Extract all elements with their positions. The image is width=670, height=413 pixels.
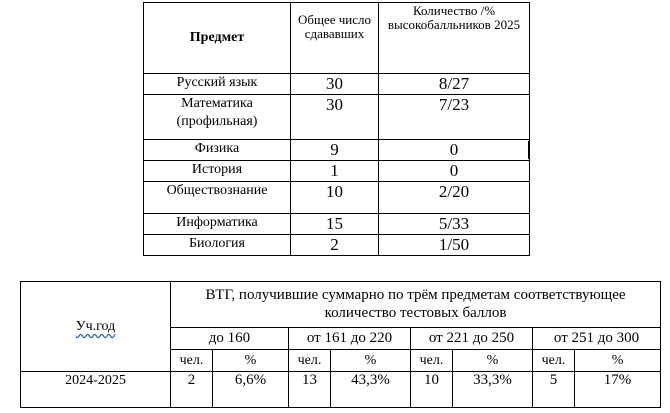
total-cell: 1 [291,161,379,182]
table-row [144,214,530,235]
count-subheader: чел. [411,350,453,372]
subject-header: Предмет [144,3,291,74]
high-scorers-header: Количество /% высокобалльников 2025 [379,3,530,74]
range-header: до 160 [171,328,289,350]
high-cell: 0 [379,140,530,161]
table-row [144,182,530,214]
total-cell: 30 [291,95,379,140]
high-scorers-table [143,2,530,256]
table-row [144,95,530,140]
year-cell: 2024-2025 [21,372,171,408]
high-cell: 7/23 [379,95,530,140]
subject-cell: История [144,161,291,182]
caption-row [21,282,661,328]
subject-cell: Информатика [144,214,291,235]
count-cell: 10 [411,372,453,408]
subject-cell: Русский язык [144,74,291,95]
percent-subheader: % [213,350,289,372]
count-cell: 2 [171,372,213,408]
high-cell: 2/20 [379,182,530,214]
total-header: Общее число сдававших [291,3,379,74]
count-subheader: чел. [171,350,213,372]
table-row [144,235,530,256]
table-row [21,372,661,408]
percent-cell: 6,6% [213,372,289,408]
total-cell: 30 [291,74,379,95]
table-row [144,140,530,161]
text-cursor [528,141,530,159]
high-cell: 8/27 [379,74,530,95]
percent-subheader: % [575,350,661,372]
subject-cell: Физика [144,140,291,161]
total-cell: 9 [291,140,379,161]
percent-cell: 33,3% [453,372,533,408]
table1-header-row [144,3,530,74]
subject-cell: Биология [144,235,291,256]
high-cell: 5/33 [379,214,530,235]
total-cell: 10 [291,182,379,214]
high-cell: 0 [379,161,530,182]
count-subheader: чел. [533,350,575,372]
table2-caption: ВТГ, получившие суммарно по трём предметам соответствующее количество тестовых баллов [171,282,661,328]
subject-cell: Обществознание [144,182,291,214]
subject-cell: Математика (профильная) [144,95,291,140]
count-cell: 5 [533,372,575,408]
score-distribution-table [20,281,661,408]
range-header: от 251 до 300 [533,328,661,350]
percent-cell: 43,3% [331,372,411,408]
percent-subheader: % [331,350,411,372]
table-row [144,161,530,182]
percent-cell: 17% [575,372,661,408]
table-row [144,74,530,95]
year-header: Уч.год [21,282,171,372]
count-subheader: чел. [289,350,331,372]
total-cell: 15 [291,214,379,235]
range-header: от 221 до 250 [411,328,533,350]
total-cell: 2 [291,235,379,256]
high-cell: 1/50 [379,235,530,256]
range-header: от 161 до 220 [289,328,411,350]
count-cell: 13 [289,372,331,408]
percent-subheader: % [453,350,533,372]
